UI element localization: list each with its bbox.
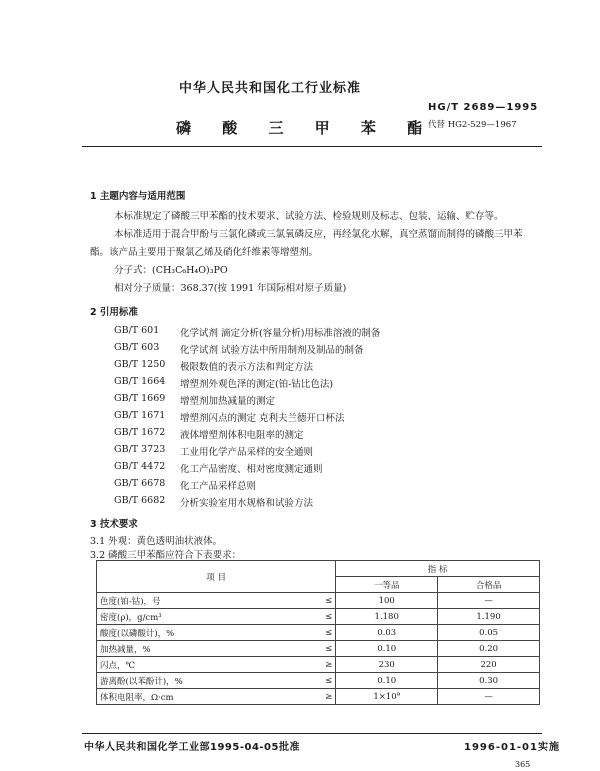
row-item: 体积电阻率，Ω·cm	[97, 689, 316, 705]
row-operator: ≤	[315, 609, 335, 625]
item-3-2: 3.2 磷酸三甲苯酯应符合下表要求：	[90, 550, 242, 561]
row-qualified: 0.20	[438, 641, 540, 657]
spec-table	[96, 560, 540, 705]
row-qualified: 0.05	[438, 625, 540, 641]
row-operator: ≥	[315, 689, 335, 705]
ref-title: 工业用化学产品采样的安全通则	[180, 447, 314, 458]
table-row	[97, 689, 540, 705]
ref-code: GB/T 603	[114, 342, 160, 353]
ref-title: 液体增塑剂体积电阻率的测定	[180, 430, 304, 441]
section-2-heading: 2 引用标准	[90, 307, 138, 318]
row-operator: ≤	[315, 625, 335, 641]
doc-title: 磷 酸 三 甲 苯 酯	[176, 119, 436, 137]
row-item: 游离酚(以苯酚计)，%	[97, 673, 316, 689]
item-3-1: 3.1 外观：黄色透明油状液体。	[90, 536, 223, 547]
ref-title: 增塑剂闪点的测定 克利夫兰德开口杯法	[180, 413, 345, 424]
ref-code: GB/T 1250	[114, 359, 166, 370]
table-row	[97, 657, 540, 673]
row-qualified: 0.30	[438, 673, 540, 689]
row-item: 闪点，℃	[97, 657, 316, 673]
row-item: 色度(铂-钴)，号	[97, 593, 316, 609]
org-title: 中华人民共和国化工行业标准	[178, 81, 361, 96]
section-1-para1: 本标准规定了磷酸三甲苯酯的技术要求、试验方法、检验规则及标志、包装、运输、贮存等。	[114, 211, 504, 222]
row-operator: ≤	[315, 673, 335, 689]
row-first: 0.10	[336, 641, 438, 657]
header-qualified-grade: 合格品	[438, 577, 540, 593]
approval-note: 中华人民共和国化学工业部1995-04-05批准	[84, 742, 300, 753]
ref-code: GB/T 6682	[114, 495, 166, 506]
ref-code: GB/T 601	[114, 325, 160, 336]
row-item: 酸度(以磷酸计)，%	[97, 625, 316, 641]
table-row	[97, 609, 540, 625]
implementation-date: 1996-01-01实施	[464, 742, 560, 753]
section-1-heading: 1 主题内容与适用范围	[90, 191, 186, 202]
row-operator: ≤	[315, 593, 335, 609]
row-first: 230	[336, 657, 438, 673]
page-number: 365	[515, 760, 531, 769]
ref-title: 分析实验室用水规格和试验方法	[180, 498, 314, 509]
table-header-row	[97, 561, 540, 577]
row-qualified: —	[438, 689, 540, 705]
row-first: 1.180	[336, 609, 438, 625]
ref-code: GB/T 1664	[114, 376, 166, 387]
ref-title: 极限数值的表示方法和判定方法	[180, 362, 314, 373]
ref-title: 增塑剂外观色泽的测定(铂-钴比色法)	[180, 379, 334, 390]
header-item: 项 目	[97, 561, 336, 593]
ref-code: GB/T 1671	[114, 410, 166, 421]
ref-title: 化工产品密度、相对密度测定通则	[180, 464, 323, 475]
ref-code: GB/T 1669	[114, 393, 166, 404]
molecular-mass: 相对分子质量：368.37(按 1991 年国际相对原子质量)	[114, 283, 347, 294]
footer-divider	[82, 733, 542, 734]
standard-number: HG/T 2689—1995	[428, 102, 539, 113]
table-row	[97, 641, 540, 657]
ref-title: 化学试剂 试验方法中所用制剂及制品的制备	[180, 345, 364, 356]
section-1-para2-line1: 本标准适用于混合甲酚与三氯化磷或三氯氧磷反应，再经氯化水解，真空蒸馏而制得的磷酸三甲苯	[114, 229, 523, 240]
header-divider	[82, 146, 542, 147]
section-1-para2-line2: 酯。该产品主要用于聚氯乙烯及硝化纤维素等增塑剂。	[90, 247, 319, 258]
row-operator: ≤	[315, 641, 335, 657]
replaces-note: 代替 HG2-529—1967	[428, 120, 517, 130]
row-item: 密度(ρ)，g/cm³	[97, 609, 316, 625]
ref-code: GB/T 3723	[114, 444, 166, 455]
table-row	[97, 593, 540, 609]
ref-code: GB/T 1672	[114, 427, 166, 438]
header-index: 指 标	[336, 561, 540, 577]
ref-title: 化工产品采样总则	[180, 481, 257, 492]
header-first-grade: 一等品	[336, 577, 438, 593]
table-row	[97, 673, 540, 689]
table-row	[97, 625, 540, 641]
ref-title: 化学试剂 滴定分析(容量分析)用标准溶液的制备	[180, 328, 381, 339]
row-first: 0.03	[336, 625, 438, 641]
row-operator: ≥	[315, 657, 335, 673]
ref-code: GB/T 4472	[114, 461, 166, 472]
row-first: 1×10⁹	[336, 689, 438, 705]
ref-title: 增塑剂加热减量的测定	[180, 396, 276, 407]
section-3-heading: 3 技术要求	[90, 519, 138, 530]
ref-code: GB/T 6678	[114, 478, 166, 489]
row-qualified: —	[438, 593, 540, 609]
row-first: 0.10	[336, 673, 438, 689]
row-qualified: 220	[438, 657, 540, 673]
row-item: 加热减量，%	[97, 641, 316, 657]
row-first: 100	[336, 593, 438, 609]
row-qualified: 1.190	[438, 609, 540, 625]
molecular-formula: 分子式：(CH₃C₆H₄O)₃PO	[114, 265, 228, 276]
